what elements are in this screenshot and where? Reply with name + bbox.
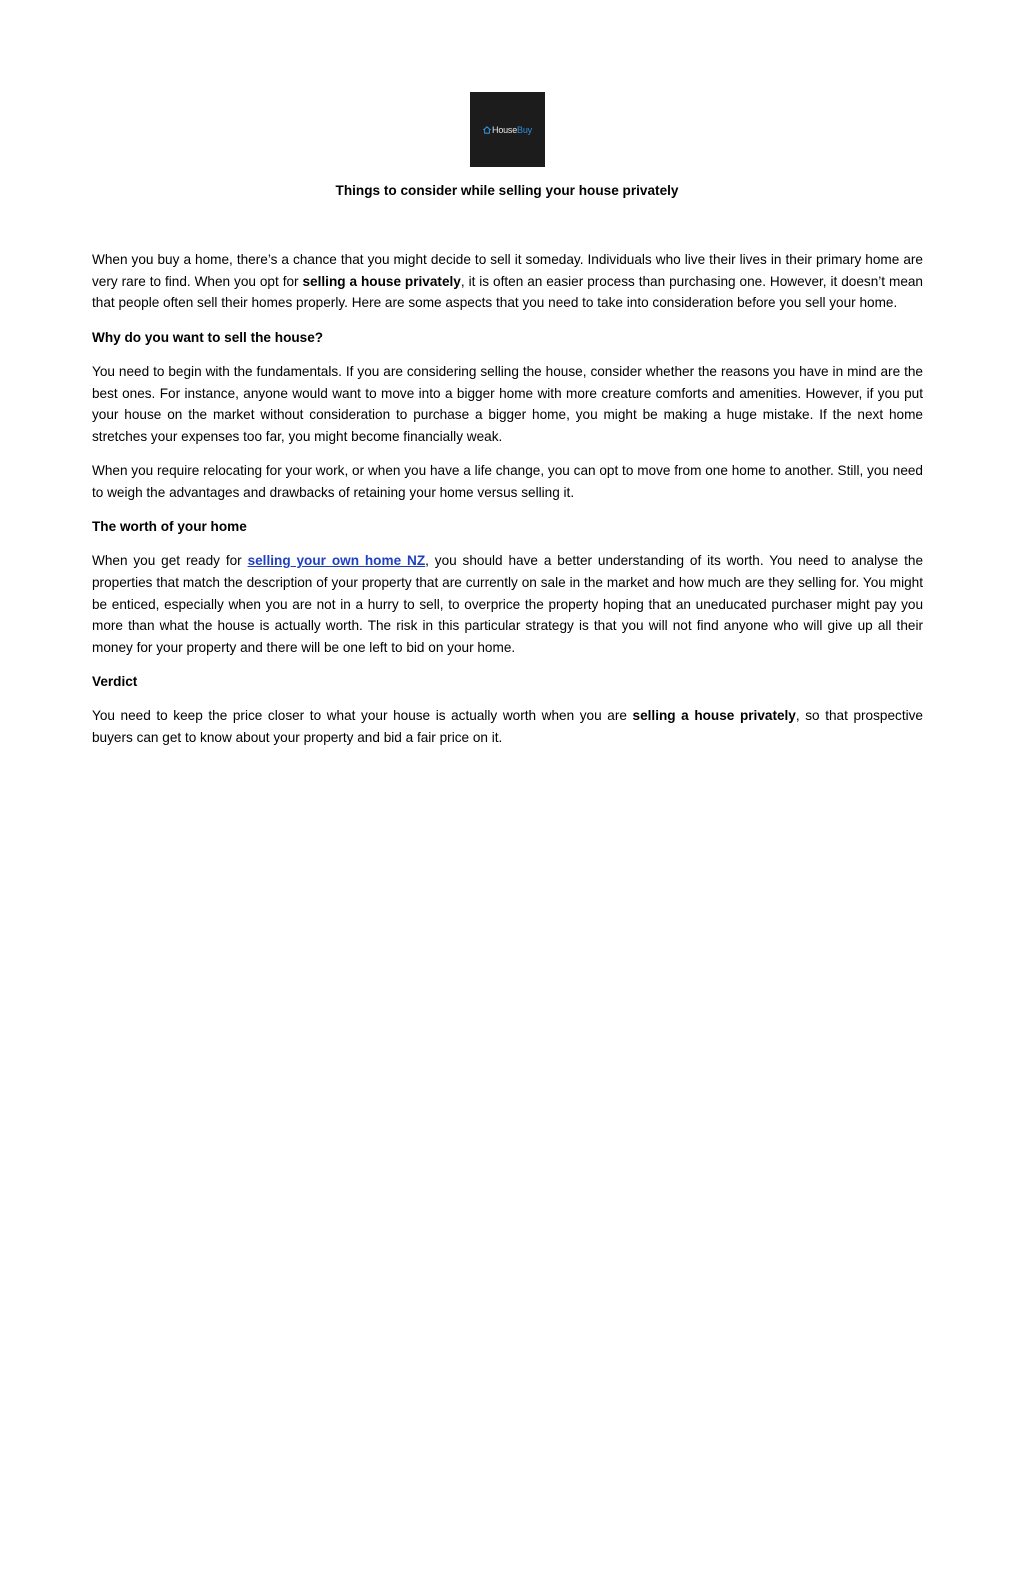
verdict-text-1: You need to keep the price closer to what your house is actually worth when you are [92,708,633,724]
document-title: Things to consider while selling your house privately [335,183,679,198]
worth-text-1: When you get ready for [92,553,248,569]
logo-name-part-a: House [492,124,518,135]
heading-verdict: Verdict [92,674,138,690]
heading-why-sell: Why do you want to sell the house? [92,329,324,345]
intro-text-2: , it is often an easier process than purchasing one. However, it doesn’t mean that people often sell their homes properly. Here are some aspects that you need to take into consideration before you sell your home. [92,273,923,311]
verdict-bold-keyword: selling a house privately [632,708,796,724]
house-icon [483,126,491,134]
intro-paragraph [92,249,923,314]
intro-bold-keyword: selling a house privately [302,273,461,289]
selling-own-home-link[interactable]: selling your own home NZ [247,553,426,569]
why-paragraph-1: You need to begin with the fundamentals. If you are considering selling the house, consider whether the reasons you have in mind are the best ones. For instance, anyone would want to move into a bigger home with more creature comforts and amenities. However, if you put your house on the market without consideration to purchase a bigger home, you might be making a huge mistake. If the next home stretches your expenses too far, you might become financially weak. [92,363,923,444]
logo-wordmark [492,125,532,135]
worth-text-2: , you should have a better understanding of its worth. You need to analyse the properties that match the description of your property that are currently on sale in the market and how much are they selling for. You might be enticed, especially when you are not in a hurry to sell, to overprice the property hoping that an uneducated purchaser might pay you more than what the house is actually worth. The risk in this particular strategy is that you will not find anyone who will give up all their money for your property and there will be one left to bid on your home. [92,553,924,656]
logo-name-part-b: Buy [517,124,532,135]
why-paragraph-2: When you require relocating for your work, or when you have a life change, you can opt to move from one home to another. Still, you need to weigh the advantages and drawbacks of retaining your home versus selling it. [92,463,923,500]
verdict-text-2: , so that prospective buyers can get to know about your property and bid a fair price on it. [92,708,923,746]
verdict-paragraph [92,705,923,748]
document-body [92,249,923,761]
intro-text-1: When you buy a home, there’s a chance that you might decide to sell it someday. Individuals who live their lives in their primary home are very rare to find. When you opt for [92,252,923,289]
housebuy-logo [470,92,545,167]
logo-inner [483,125,532,135]
heading-worth: The worth of your home [92,519,247,535]
worth-paragraph [92,550,923,659]
